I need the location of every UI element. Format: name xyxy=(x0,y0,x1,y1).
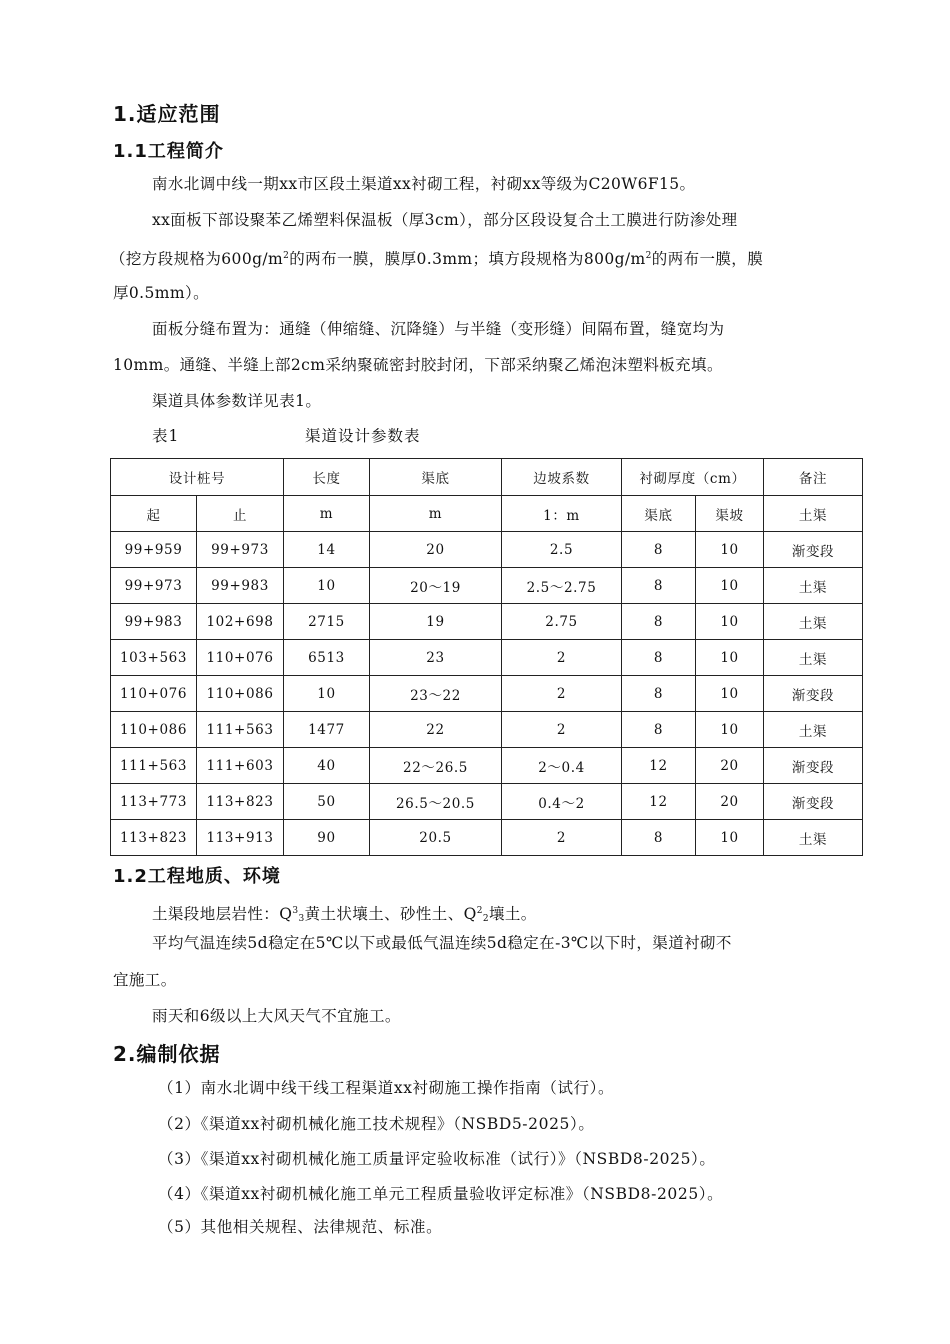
cell-thickness-slope: 10 xyxy=(696,532,764,568)
cell-start-station: 99+959 xyxy=(111,532,197,568)
cell-note: 渐变段 xyxy=(764,532,863,568)
cell-bottom-width: 23 xyxy=(370,640,502,676)
table-row xyxy=(111,712,863,748)
section-2-heading: 2.编制依据 xyxy=(113,1042,221,1066)
cell-length: 14 xyxy=(284,532,370,568)
cell-thickness-bottom: 12 xyxy=(622,784,696,820)
cell-start-station: 113+773 xyxy=(111,784,197,820)
intro-paragraph-4: 渠道具体参数详见表1。 xyxy=(152,392,322,410)
cell-thickness-bottom: 8 xyxy=(622,604,696,640)
section-1-heading: 1.适应范围 xyxy=(113,102,221,126)
unit-start: 起 xyxy=(111,496,197,532)
table-unit-row xyxy=(111,496,863,532)
cell-start-station: 110+086 xyxy=(111,712,197,748)
cell-thickness-slope: 10 xyxy=(696,712,764,748)
cell-start-station: 99+973 xyxy=(111,568,197,604)
header-length: 长度 xyxy=(284,459,370,496)
cell-end-station: 110+086 xyxy=(197,676,284,712)
cell-bottom-width: 26.5～20.5 xyxy=(370,784,502,820)
table-row xyxy=(111,604,863,640)
intro-paragraph-1: 南水北调中线一期xx市区段土渠道xx衬砌工程，衬砌xx等级为C20W6F15。 xyxy=(152,175,696,193)
cell-bottom-width: 20.5 xyxy=(370,820,502,856)
cell-note: 渐变段 xyxy=(764,784,863,820)
unit-thickness-slope: 渠坡 xyxy=(696,496,764,532)
header-slope: 边坡系数 xyxy=(502,459,622,496)
cell-slope-coefficient: 2.5～2.75 xyxy=(502,568,622,604)
unit-length: m xyxy=(284,496,370,532)
cell-slope-coefficient: 2.75 xyxy=(502,604,622,640)
cell-length: 40 xyxy=(284,748,370,784)
cell-end-station: 113+823 xyxy=(197,784,284,820)
intro-paragraph-3-line-2: 10mm。通缝、半缝上部2cm采纳聚硫密封胶封闭，下部采纳聚乙烯泡沫塑料板充填。 xyxy=(113,356,723,374)
cell-slope-coefficient: 2.5 xyxy=(502,532,622,568)
intro-paragraph-2-line-2: （挖方段规格为$600g/m^2$的两布一膜，膜厚0.3mm；填方段规格为$800g/m^2$的两布一膜，膜 xyxy=(110,250,764,268)
cell-bottom-width: 20～19 xyxy=(370,568,502,604)
channel-parameter-table xyxy=(110,458,863,856)
unit-slope: 1：m xyxy=(502,496,622,532)
table-row xyxy=(111,640,863,676)
cell-thickness-bottom: 8 xyxy=(622,532,696,568)
table-row xyxy=(111,676,863,712)
intro-paragraph-2-line-3: 厚0.5mm）。 xyxy=(113,284,209,302)
cell-bottom-width: 23～22 xyxy=(370,676,502,712)
cell-thickness-slope: 10 xyxy=(696,640,764,676)
table-row xyxy=(111,784,863,820)
cell-thickness-slope: 10 xyxy=(696,568,764,604)
cell-end-station: 113+913 xyxy=(197,820,284,856)
cell-thickness-bottom: 8 xyxy=(622,676,696,712)
cell-thickness-slope: 10 xyxy=(696,676,764,712)
table-caption-number: 表1 xyxy=(152,427,180,445)
header-thickness: 衬砌厚度（cm） xyxy=(622,459,764,496)
temperature-paragraph-line-2: 宜施工。 xyxy=(113,971,177,989)
table-row xyxy=(111,568,863,604)
cell-thickness-slope: 20 xyxy=(696,748,764,784)
cell-note: 土渠 xyxy=(764,568,863,604)
cell-thickness-slope: 10 xyxy=(696,820,764,856)
cell-bottom-width: 22 xyxy=(370,712,502,748)
section-1-2-heading: 1.2工程地质、环境 xyxy=(113,866,281,887)
cell-thickness-slope: 20 xyxy=(696,784,764,820)
header-station: 设计桩号 xyxy=(111,459,284,496)
cell-length: 90 xyxy=(284,820,370,856)
cell-thickness-slope: 10 xyxy=(696,604,764,640)
cell-end-station: 111+603 xyxy=(197,748,284,784)
reference-item: （4）《渠道xx衬砌机械化施工单元工程质量验收评定标准》（NSBD8-2025）。 xyxy=(158,1185,724,1203)
intro-paragraph-3-line-1: 面板分缝布置为：通缝（伸缩缝、沉降缝）与半缝（变形缝）间隔布置，缝宽均为 xyxy=(152,320,725,338)
cell-end-station: 99+973 xyxy=(197,532,284,568)
table-row xyxy=(111,748,863,784)
cell-note: 土渠 xyxy=(764,712,863,748)
cell-note: 土渠 xyxy=(764,604,863,640)
cell-thickness-bottom: 8 xyxy=(622,712,696,748)
cell-thickness-bottom: 8 xyxy=(622,640,696,676)
unit-bottom: m xyxy=(370,496,502,532)
header-note: 备注 xyxy=(764,459,863,496)
cell-start-station: 99+983 xyxy=(111,604,197,640)
weather-paragraph: 雨天和6级以上大风天气不宜施工。 xyxy=(152,1007,401,1025)
cell-length: 10 xyxy=(284,568,370,604)
table-caption-title: 渠道设计参数表 xyxy=(305,427,421,445)
cell-bottom-width: 20 xyxy=(370,532,502,568)
cell-slope-coefficient: 2 xyxy=(502,712,622,748)
intro-paragraph-2-line-1: xx面板下部设聚苯乙烯塑料保温板（厚3cm），部分区段设复合土工膜进行防渗处理 xyxy=(152,211,738,229)
cell-start-station: 103+563 xyxy=(111,640,197,676)
cell-length: 1477 xyxy=(284,712,370,748)
cell-slope-coefficient: 0.4～2 xyxy=(502,784,622,820)
cell-end-station: 110+076 xyxy=(197,640,284,676)
cell-slope-coefficient: 2～0.4 xyxy=(502,748,622,784)
cell-thickness-bottom: 12 xyxy=(622,748,696,784)
cell-bottom-width: 19 xyxy=(370,604,502,640)
cell-end-station: 111+563 xyxy=(197,712,284,748)
reference-item: （2）《渠道xx衬砌机械化施工技术规程》（NSBD5-2025）。 xyxy=(158,1115,595,1133)
cell-length: 10 xyxy=(284,676,370,712)
table-row xyxy=(111,820,863,856)
cell-start-station: 110+076 xyxy=(111,676,197,712)
cell-note: 渐变段 xyxy=(764,748,863,784)
cell-end-station: 102+698 xyxy=(197,604,284,640)
cell-bottom-width: 22～26.5 xyxy=(370,748,502,784)
cell-length: 2715 xyxy=(284,604,370,640)
cell-slope-coefficient: 2 xyxy=(502,640,622,676)
cell-slope-coefficient: 2 xyxy=(502,820,622,856)
reference-item: （3）《渠道xx衬砌机械化施工质量评定验收标准（试行）》（NSBD8-2025）。 xyxy=(158,1150,716,1168)
cell-note: 土渠 xyxy=(764,820,863,856)
temperature-paragraph-line-1: 平均气温连续5d稳定在5℃以下或最低气温连续5d稳定在-3℃以下时，渠道衬砌不 xyxy=(152,934,732,952)
cell-thickness-bottom: 8 xyxy=(622,568,696,604)
cell-start-station: 113+823 xyxy=(111,820,197,856)
reference-item: （1）南水北调中线干线工程渠道xx衬砌施工操作指南（试行）。 xyxy=(158,1079,615,1097)
cell-slope-coefficient: 2 xyxy=(502,676,622,712)
cell-note: 渐变段 xyxy=(764,676,863,712)
cell-length: 50 xyxy=(284,784,370,820)
cell-end-station: 99+983 xyxy=(197,568,284,604)
cell-thickness-bottom: 8 xyxy=(622,820,696,856)
table-row xyxy=(111,532,863,568)
cell-note: 土渠 xyxy=(764,640,863,676)
section-1-1-heading: 1.1工程简介 xyxy=(113,141,224,162)
header-bottom: 渠底 xyxy=(370,459,502,496)
unit-end: 止 xyxy=(197,496,284,532)
unit-note: 土渠 xyxy=(764,496,863,532)
geology-paragraph: 土渠段地层岩性：$Q^3_3$黄土状壤土、砂性土、$Q^2_2$壤土。 xyxy=(152,905,537,924)
cell-start-station: 111+563 xyxy=(111,748,197,784)
unit-thickness-bottom: 渠底 xyxy=(622,496,696,532)
cell-length: 6513 xyxy=(284,640,370,676)
table-header-row xyxy=(111,459,863,496)
reference-item: （5）其他相关规程、法律规范、标准。 xyxy=(158,1218,443,1236)
